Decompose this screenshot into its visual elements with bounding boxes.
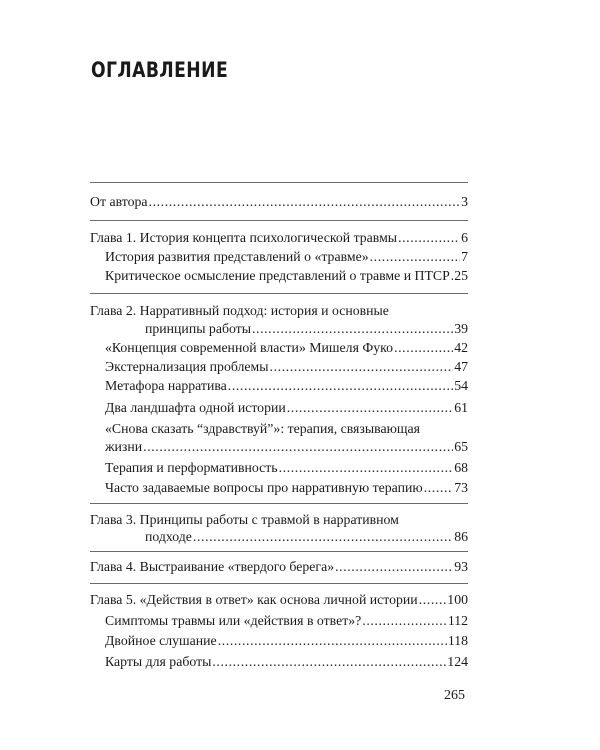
dot-leader xyxy=(252,320,453,337)
dot-leader xyxy=(193,528,453,545)
toc-entry-chapter-1[interactable] xyxy=(90,229,468,246)
toc-entry-chapter-2[interactable] xyxy=(145,320,468,337)
toc-entry-chapter-3[interactable] xyxy=(145,528,468,545)
toc-entry-chapter-5[interactable] xyxy=(90,591,468,608)
toc-entry-section-title[interactable]: «Снова сказать “здравствуй”»: терапия, связывающая xyxy=(105,421,420,436)
toc-entry-chapter-2-title[interactable]: Глава 2. Нарративный подход: история и основные xyxy=(90,303,389,318)
page-number: 265 xyxy=(444,688,465,703)
dot-leader xyxy=(218,632,447,649)
toc-entry-chapter-3-title[interactable]: Глава 3. Принципы работы с травмой в нарративном xyxy=(90,512,399,527)
toc-entry-page: 112 xyxy=(447,613,468,628)
toc-entry-foreword[interactable] xyxy=(90,193,468,210)
toc-entry-page: 68 xyxy=(454,460,468,475)
toc-entry-title: Карты для работы xyxy=(105,654,212,669)
toc-entry-page: 39 xyxy=(454,321,468,336)
dot-leader xyxy=(370,248,460,265)
toc-entry-section[interactable] xyxy=(105,653,468,670)
toc-entry-page: 7 xyxy=(461,249,468,264)
toc-entry-page: 61 xyxy=(454,400,468,415)
toc-entry-page: 100 xyxy=(447,592,468,607)
dot-leader xyxy=(212,653,446,670)
dot-leader xyxy=(424,479,454,496)
divider xyxy=(90,293,468,294)
toc-entry-section[interactable] xyxy=(105,459,468,476)
dot-leader xyxy=(143,438,453,455)
toc-entry-title: подходе xyxy=(145,529,192,544)
toc-entry-title: Глава 5. «Действия в ответ» как основа личной истории xyxy=(90,592,418,607)
toc-entry-title: Метафора нарратива xyxy=(105,378,227,393)
toc-entry-title: «Концепция современной власти» Мишеля Фуко xyxy=(105,340,394,355)
toc-entry-section[interactable] xyxy=(105,399,468,416)
dot-leader xyxy=(419,591,447,608)
toc-entry-page: 118 xyxy=(447,633,468,648)
divider xyxy=(90,551,468,552)
toc-entry-title: История развития представлений о «травме» xyxy=(105,249,369,264)
toc-entry-page: 86 xyxy=(454,529,468,544)
dot-leader xyxy=(335,558,453,575)
toc-entry-section[interactable] xyxy=(105,248,468,265)
page-title: ОГЛАВЛЕНИЕ xyxy=(91,58,229,82)
dot-leader xyxy=(398,229,460,246)
dot-leader xyxy=(394,339,453,356)
toc-entry-page: 54 xyxy=(454,378,468,393)
toc-entry-page: 73 xyxy=(454,480,468,495)
dot-leader xyxy=(451,267,453,284)
toc-entry-title: Два ландшафта одной истории xyxy=(105,400,286,415)
toc-entry-page: 65 xyxy=(454,439,468,454)
toc-entry-title: Глава 1. История концепта психологической травмы xyxy=(90,230,398,245)
divider xyxy=(90,583,468,584)
toc-entry-title: Экстернализация проблемы xyxy=(105,359,269,374)
toc-entry-page: 124 xyxy=(447,654,468,669)
dot-leader xyxy=(287,399,453,416)
dot-leader xyxy=(149,193,461,210)
toc-entry-page: 6 xyxy=(461,230,468,245)
toc-entry-chapter-4[interactable] xyxy=(90,558,468,575)
toc-entry-section[interactable] xyxy=(105,479,468,496)
toc-entry-page: 25 xyxy=(454,268,468,283)
toc-entry-title: жизни xyxy=(105,439,143,454)
toc-entry-page: 47 xyxy=(454,359,468,374)
toc-entry-section[interactable] xyxy=(105,267,468,284)
divider xyxy=(90,182,468,183)
toc-entry-page: 93 xyxy=(454,559,468,574)
toc-entry-page: 3 xyxy=(461,194,468,209)
toc-entry-title: Терапия и перформативность xyxy=(105,460,278,475)
toc-entry-section[interactable] xyxy=(105,358,468,375)
toc-entry-section[interactable] xyxy=(105,632,468,649)
toc-entry-title: Двойное слушание xyxy=(105,633,217,648)
dot-leader xyxy=(270,358,454,375)
toc-entry-page: 42 xyxy=(454,340,468,355)
dot-leader xyxy=(279,459,454,476)
divider xyxy=(90,503,468,504)
toc-entry-section[interactable] xyxy=(105,377,468,394)
dot-leader xyxy=(228,377,453,394)
divider xyxy=(90,220,468,221)
toc-entry-title: Критическое осмысление представлений о травме и ПТСР xyxy=(105,268,450,283)
toc-entry-title: принципы работы xyxy=(145,321,251,336)
toc-entry-section[interactable] xyxy=(105,612,468,629)
toc-entry-section[interactable] xyxy=(105,339,468,356)
dot-leader xyxy=(362,612,447,629)
toc-entry-title: Симптомы травмы или «действия в ответ»? xyxy=(105,613,362,628)
toc-entry-title: От автора xyxy=(90,194,148,209)
toc-entry-title: Глава 4. Выстраивание «твердого берега» xyxy=(90,559,335,574)
toc-entry-section[interactable] xyxy=(105,438,468,455)
toc-entry-title: Часто задаваемые вопросы про нарративную терапию xyxy=(105,480,423,495)
